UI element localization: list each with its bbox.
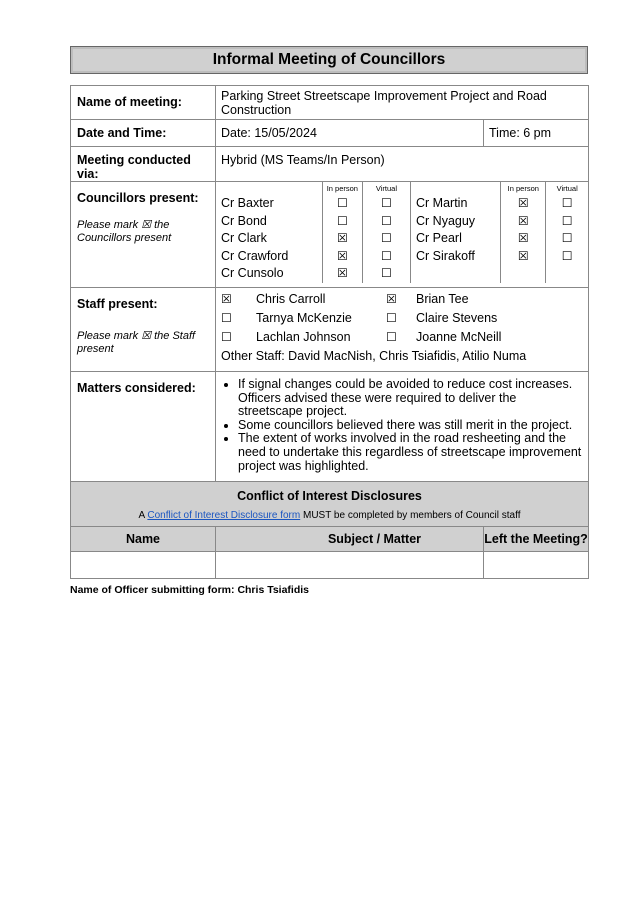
virtual-checkbox[interactable]: ☐ [381,266,392,280]
councillor-name: Cr Clark [221,231,267,245]
virtual-header-right: Virtual [556,184,578,193]
staff-present-label: Staff present: [77,297,158,311]
councillors-left-virtual-col [362,182,410,283]
conflict-subject-cell[interactable] [216,552,484,579]
matter-item: • If signal changes could be avoided to reduce cost increases. Officers advised these were required to deliver the streetscape project. [238,378,582,419]
matter-item: • The extent of works involved in the road resheeting and the need to undertake this regardless of streetscape improvement project was highlighted. [238,432,582,473]
conflict-header [71,482,589,527]
meeting-name-value: Parking Street Streetscape Improvement Project and Road Construction [216,86,589,120]
staff-row [221,289,588,308]
in-person-checkbox[interactable]: ☒ [336,248,348,263]
in-person-checkbox[interactable]: ☒ [517,196,529,210]
councillors-present-label: Councillors present: [77,191,199,205]
other-staff: Other Staff: David MacNish, Chris Tsiafidis, Atilio Numa [221,349,527,363]
virtual-checkbox[interactable]: ☐ [381,231,392,245]
staff-row [221,308,588,327]
matters-label: Matters considered: [71,372,216,482]
virtual-checkbox[interactable]: ☐ [381,248,392,263]
date-value: Date: 15/05/2024 [216,120,484,147]
councillor-name: Cr Pearl [416,231,462,245]
officer-submitting [70,584,309,596]
staff-row [221,327,588,346]
councillor-name: Cr Baxter [221,196,274,210]
staff-name: Claire Stevens [416,310,498,325]
virtual-checkbox[interactable]: ☐ [561,196,573,210]
councillors-grid-cell [216,182,589,288]
councillors-right-virtual-col [546,182,588,283]
conflict-col-name: Name [71,527,216,552]
matters-list [216,378,582,473]
date-time-label: Date and Time: [71,120,216,147]
staff-checkbox[interactable]: ☒ [386,291,397,306]
in-person-checkbox[interactable]: ☒ [336,266,348,280]
time-value: Time: 6 pm [484,120,589,147]
councillor-name: Cr Nyaguy [416,213,476,228]
in-person-checkbox[interactable]: ☒ [517,248,529,263]
councillors-right-names [411,182,501,283]
conflict-name-cell[interactable] [71,552,216,579]
matter-item: • Some councillors believed there was still merit in the project. [238,419,582,433]
in-person-checkbox[interactable]: ☒ [517,231,529,245]
staff-label-cell [71,288,216,372]
conflict-form-link[interactable]: Conflict of Interest Disclosure form [147,510,301,521]
in-person-header-left: In person [326,184,358,193]
virtual-header-left: Virtual [375,184,397,193]
staff-note: Please mark ☒ the Staff present [77,330,196,355]
staff-checkbox[interactable]: ☐ [221,310,232,325]
councillor-name: Cr Sirakoff [416,248,475,263]
conflict-instruction [71,510,588,521]
officer-label: Name of Officer submitting form: [70,584,235,596]
conflict-col-subject: Subject / Matter [216,527,484,552]
conducted-via-value: Hybrid (MS Teams/In Person) [216,147,589,182]
conflict-left-cell[interactable] [484,552,589,579]
councillors-note: Please mark ☒ the Councillors present [77,219,172,244]
matters-cell [216,372,589,482]
conflict-title: Conflict of Interest Disclosures [237,489,422,503]
staff-checkbox[interactable]: ☐ [386,310,397,325]
conflict-instruction-prefix: A [138,510,148,521]
staff-name: Tarnya McKenzie [256,310,352,325]
staff-cell [216,288,589,372]
staff-name: Brian Tee [416,291,469,306]
virtual-checkbox[interactable]: ☐ [561,248,573,263]
conflict-col-left: Left the Meeting? [484,527,589,552]
staff-name: Joanne McNeill [416,329,502,344]
virtual-checkbox[interactable]: ☐ [561,231,573,245]
conflict-instruction-suffix: MUST be completed by members of Council staff [300,510,521,521]
staff-checkbox[interactable]: ☐ [221,329,232,344]
staff-checkbox[interactable]: ☒ [221,291,232,306]
in-person-header-right: In person [507,184,539,193]
staff-name: Lachlan Johnson [256,329,351,344]
councillors-left-names [216,182,322,283]
virtual-checkbox[interactable]: ☐ [561,213,573,228]
officer-name: Chris Tsiafidis [237,584,310,596]
in-person-checkbox[interactable]: ☐ [336,196,348,210]
councillor-name: Cr Bond [221,213,267,228]
virtual-checkbox[interactable]: ☐ [381,213,392,228]
councillor-name: Cr Cunsolo [221,266,284,280]
councillor-name: Cr Martin [416,196,468,210]
document-title: Informal Meeting of Councillors [70,46,588,74]
virtual-checkbox[interactable]: ☐ [381,196,392,210]
staff-name: Chris Carroll [256,291,326,306]
conducted-via-label: Meeting conducted via: [71,147,216,182]
in-person-checkbox[interactable]: ☒ [336,231,348,245]
councillors-left-in-person-col [322,182,362,283]
councillors-right-in-person-col [501,182,546,283]
in-person-checkbox[interactable]: ☐ [336,213,348,228]
meeting-name-label: Name of meeting: [71,86,216,120]
meeting-form-table [70,85,589,579]
staff-checkbox[interactable]: ☐ [386,329,397,344]
councillors-grid [216,182,588,283]
in-person-checkbox[interactable]: ☒ [517,213,529,228]
councillor-name: Cr Crawford [221,248,289,263]
councillors-label-cell [71,182,216,288]
